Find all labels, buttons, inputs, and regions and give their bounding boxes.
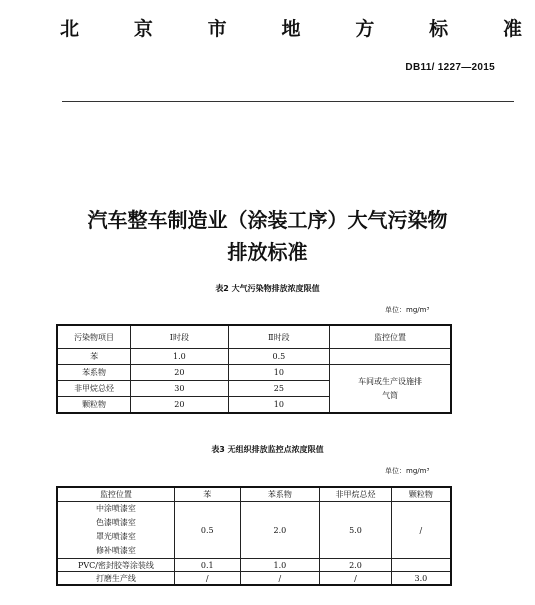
header-char: 北: [60, 18, 80, 40]
location-cell: 打磨生产线: [57, 572, 174, 586]
value-cell: 2.0: [240, 502, 320, 559]
location-line: 中涂喷漆室: [95, 504, 136, 513]
value-cell: /: [174, 572, 240, 586]
value-cell: 5.0: [320, 502, 392, 559]
header-divider: [62, 101, 514, 102]
pollutant-cell: 非甲烷总烃: [57, 381, 131, 397]
monitor-location-line: 车间或生产设施排: [358, 376, 423, 386]
emission-limits-table: [56, 324, 452, 414]
table3-unit: 单位：mg/m³: [385, 467, 430, 475]
value-cell: 1.0: [240, 559, 320, 572]
header-char: 京: [133, 18, 153, 40]
table2-unit: 单位：mg/m³: [385, 306, 430, 314]
header-cell: 颗粒物: [391, 487, 451, 502]
header-cell: 苯系物: [240, 487, 320, 502]
table-row: [57, 559, 451, 572]
table3-caption: 表3 无组织排放监控点浓度限值: [211, 445, 324, 454]
document-title: [0, 204, 535, 268]
location-line: 色漆喷漆室: [95, 518, 136, 527]
table-header-row: [57, 487, 451, 502]
title-line-1: 汽车整车制造业（涂装工序）大气污染物: [87, 208, 448, 232]
value-cell: 30: [131, 381, 229, 397]
value-cell: 10: [228, 397, 329, 414]
table-row: [57, 502, 451, 559]
header-cell: 污染物项目: [57, 325, 131, 349]
value-cell: 20: [131, 365, 229, 381]
pollutant-cell: 苯系物: [57, 365, 131, 381]
value-cell: [391, 559, 451, 572]
location-cell: PVC/密封胶等涂装线: [57, 559, 174, 572]
value-cell: /: [240, 572, 320, 586]
header-cell: 非甲烷总烃: [320, 487, 392, 502]
location-line: 修补喷漆室: [95, 546, 136, 555]
monitor-location-cell: [330, 365, 451, 414]
header-char: 市: [207, 18, 227, 40]
location-line: 罩光喷漆室: [95, 532, 136, 541]
fugitive-emission-table: [56, 486, 452, 586]
value-cell: 0.5: [228, 349, 329, 365]
header-cell: 监控位置: [330, 325, 451, 349]
empty-cell: [330, 349, 451, 365]
value-cell: 0.5: [174, 502, 240, 559]
table2-caption: 表2 大气污染物排放浓度限值: [215, 284, 320, 293]
value-cell: 25: [228, 381, 329, 397]
document-type-title: [60, 14, 522, 41]
value-cell: 0.1: [174, 559, 240, 572]
table-row: [57, 349, 451, 365]
table-row: [57, 365, 451, 381]
table-row: [57, 572, 451, 586]
header-cell: 苯: [174, 487, 240, 502]
header-cell: Ⅱ时段: [228, 325, 329, 349]
value-cell: /: [320, 572, 392, 586]
value-cell: 1.0: [131, 349, 229, 365]
header-cell: 监控位置: [57, 487, 174, 502]
title-line-2: 排放标准: [227, 240, 308, 264]
value-cell: 3.0: [391, 572, 451, 586]
pollutant-cell: 苯: [57, 349, 131, 365]
header-cell: Ⅰ时段: [131, 325, 229, 349]
value-cell: 2.0: [320, 559, 392, 572]
pollutant-cell: 颗粒物: [57, 397, 131, 414]
header-char: 标: [429, 18, 449, 40]
value-cell: /: [391, 502, 451, 559]
monitor-location-line: 气筒: [382, 390, 399, 400]
table-header-row: [57, 325, 451, 349]
value-cell: 20: [131, 397, 229, 414]
value-cell: 10: [228, 365, 329, 381]
header-char: 准: [502, 18, 522, 40]
header-char: 方: [355, 18, 375, 40]
header-char: 地: [281, 18, 301, 40]
standard-code: DB11/ 1227—2015: [405, 62, 495, 73]
spray-booth-group-cell: [57, 502, 174, 559]
